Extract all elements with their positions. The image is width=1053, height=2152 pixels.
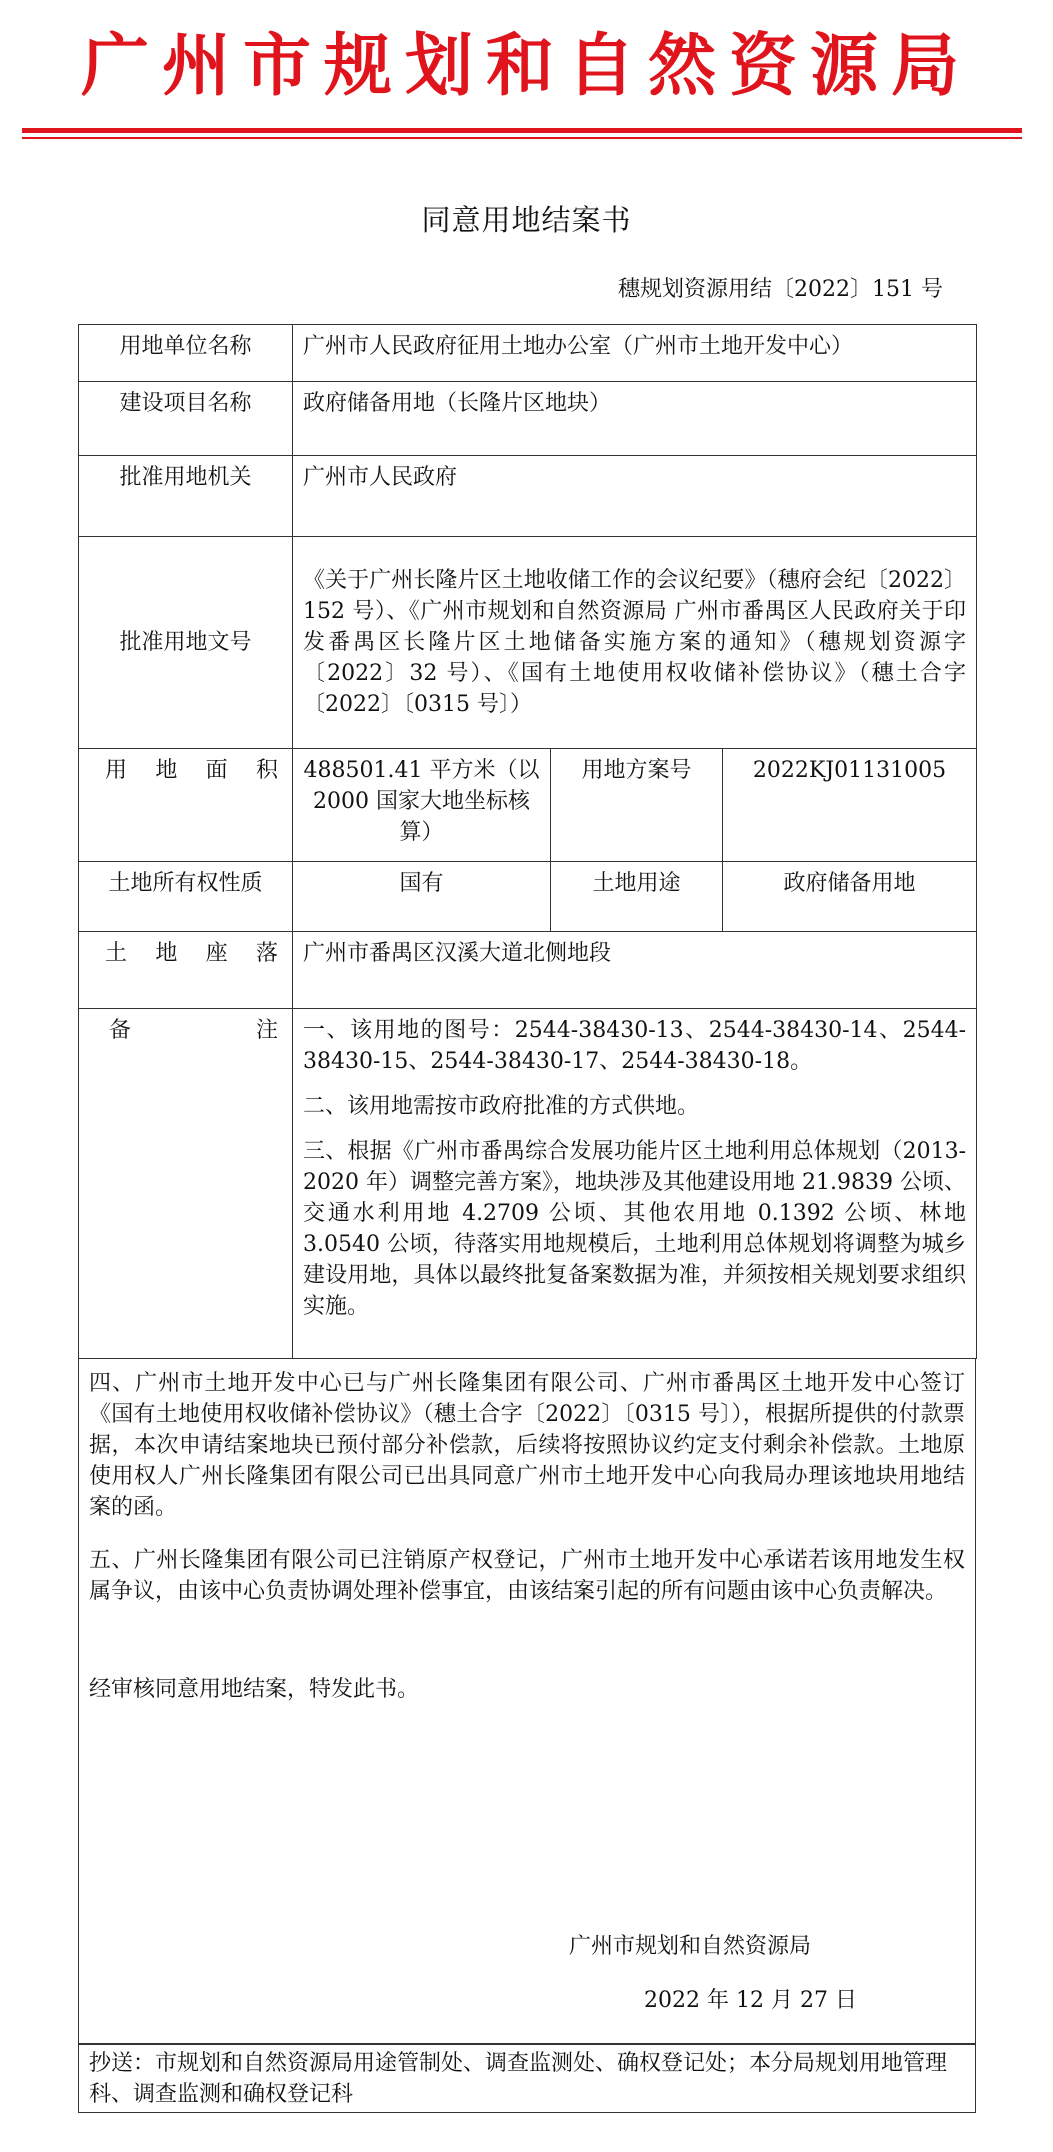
row-project [79,382,977,456]
location-label-char: 地 [155,941,178,966]
ownership-label: 土地所有权性质 [79,862,293,932]
location-label-char: 座 [205,941,228,966]
approval-doc-label: 批准用地文号 [79,537,293,749]
approver-value: 广州市人民政府 [293,456,977,537]
remarks-label [79,1009,293,1359]
area-value: 488501.41 平方米（以 2000 国家大地坐标核算） [293,749,551,862]
usage-value: 政府储备用地 [723,862,977,932]
document-number: 穗规划资源用结〔2022〕151 号 [618,277,943,302]
letterhead-org-name: 广州市规划和自然资源局 [80,27,972,106]
location-label-char: 土 [105,941,128,966]
area-label-char: 积 [255,758,278,783]
location-label [79,932,293,1009]
land-info-table [78,324,977,1359]
conclusion-text: 经审核同意用地结案，特发此书。 [89,1677,420,1702]
ownership-value: 国有 [293,862,551,932]
remark-item: 一、该用地的图号：2544-38430-13、2544-38430-14、2544-38430-15、2544-38430-17、2544-38430-18。 [303,1018,967,1074]
project-label: 建设项目名称 [79,382,293,456]
remark-item: 三、根据《广州市番禺综合发展功能片区土地利用总体规划（2013-2020 年）调整完善方案》，地块涉及其他建设用地 21.9839 公顷、交通水利用地 4.2709 公顷、其他农用地 0.1392 公顷、林地 3.0540 公顷，待落实用地规模后，土地利用总体规划将调整为城乡建设用地，具体以最终批复备案数据为准，并须按相关规划要求组织实施。 [303,1139,967,1319]
row-approver [79,456,977,537]
letterhead-rule-thin [22,137,1022,139]
document-title: 同意用地结案书 [421,203,632,237]
remarks-label-char: 备 [109,1018,132,1043]
row-approval-doc [79,537,977,749]
continuation-box [78,1358,976,2044]
row-unit [79,325,977,382]
signature-org: 广州市规划和自然资源局 [569,1934,812,1959]
approval-doc-value: 《关于广州长隆片区土地收储工作的会议纪要》（穗府会纪〔2022〕152 号）、《广州市规划和自然资源局 广州市番禺区人民政府关于印发番禺区长隆片区土地储备实施方案的通知》（穗规划资源字〔2022〕32 号）、《国有土地使用权收储补偿协议》（穗土合字〔2022〕〔0315 号〕） [293,537,977,749]
scheme-value: 2022KJ01131005 [723,749,977,862]
remark-item: 二、该用地需按市政府批准的方式供地。 [303,1094,700,1119]
scheme-label: 用地方案号 [551,749,723,862]
cc-text: 抄送：市规划和自然资源局用途管制处、调查监测处、确权登记处；本分局规划用地管理科、调查监测和确权登记科 [89,2051,948,2107]
paragraph-five: 五、广州长隆集团有限公司已注销原产权登记，广州市土地开发中心承诺若该用地发生权属争议，由该中心负责协调处理补偿事宜，由该结案引起的所有问题由该中心负责解决。 [89,1548,965,1604]
area-label-char: 用 [105,758,128,783]
row-location [79,932,977,1009]
unit-value: 广州市人民政府征用土地办公室（广州市土地开发中心） [293,325,977,382]
area-label-char: 面 [205,758,228,783]
area-label [79,749,293,862]
usage-label: 土地用途 [551,862,723,932]
project-value: 政府储备用地（长隆片区地块） [293,382,977,456]
remarks-label-char: 注 [255,1018,278,1043]
row-area [79,749,977,862]
area-label-char: 地 [155,758,178,783]
remarks-value [293,1009,977,1359]
row-ownership [79,862,977,932]
paragraph-four: 四、广州市土地开发中心已与广州长隆集团有限公司、广州市番禺区土地开发中心签订《国有土地使用权收储补偿协议》（穗土合字〔2022〕〔0315 号〕），根据所提供的付款票据，本次申请结案地块已预付部分补偿款，后续将按照协议约定支付剩余补偿款。土地原使用权人广州长隆集团有限公司已出具同意广州市土地开发中心向我局办理该地块用地结案的函。 [89,1371,965,1520]
location-value: 广州市番禺区汉溪大道北侧地段 [293,932,977,1009]
signature-date: 2022 年 12 月 27 日 [644,1988,857,2013]
letterhead-rule-thick [22,128,1022,133]
approver-label: 批准用地机关 [79,456,293,537]
unit-label: 用地单位名称 [79,325,293,382]
location-label-char: 落 [255,941,278,966]
row-remarks [79,1009,977,1359]
cc-box [78,2044,976,2113]
